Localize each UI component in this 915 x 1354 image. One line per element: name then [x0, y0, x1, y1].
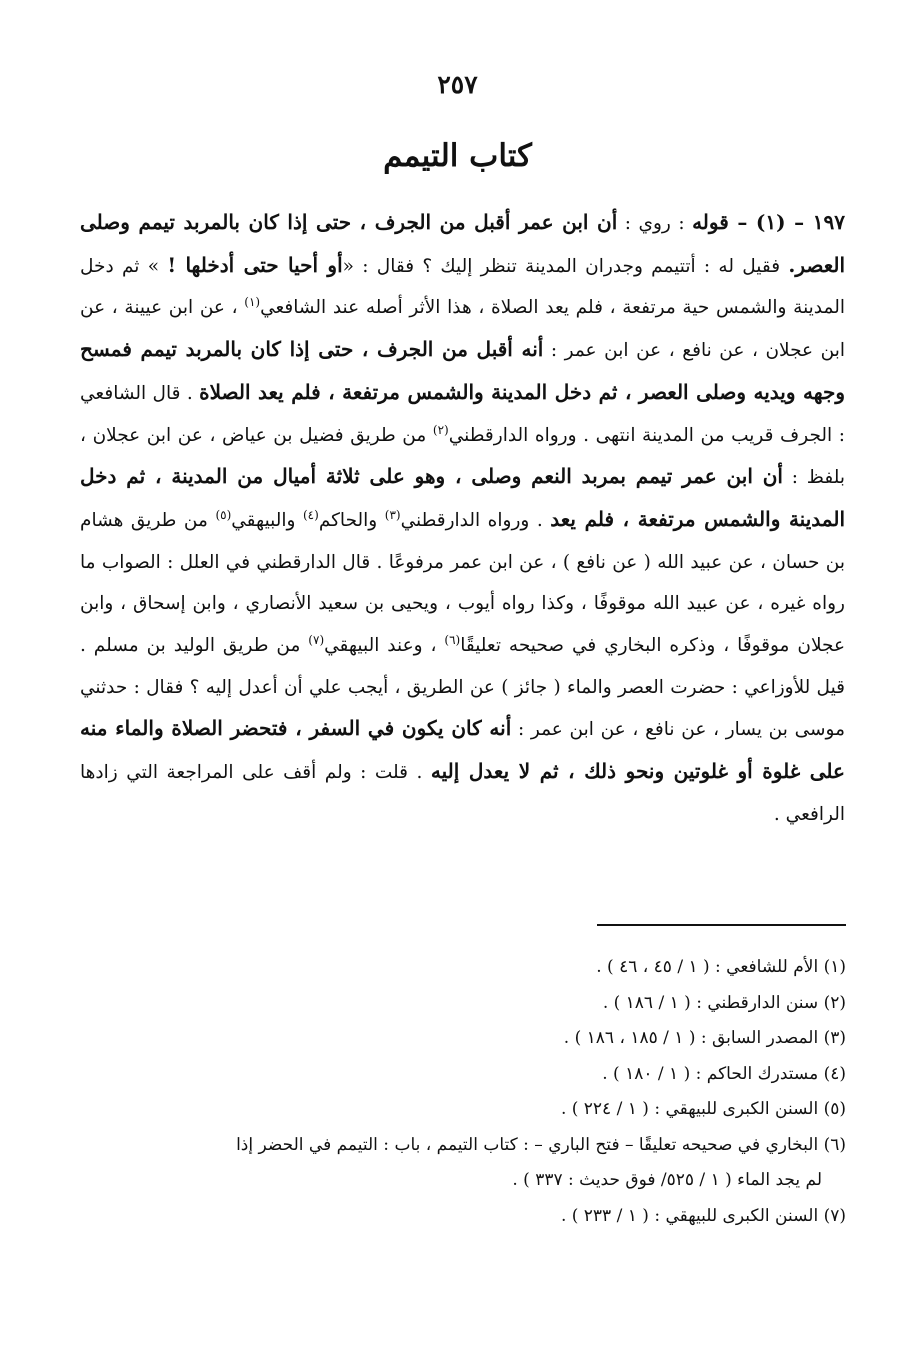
- bold-quote: أن ابن عمر أقبل من الجرف ، حتى إذا كان بالمربد تيمم وصلى العصر.: [80, 210, 845, 277]
- text-run: ، عن ابن عيينة ، عن ابن عجلان ، عن نافع ، عن ابن عمر :: [80, 297, 845, 362]
- bold-quote: ١٩٧ – (١) – قوله: [692, 210, 845, 234]
- bold-quote: أن ابن عمر تيمم بمربد النعم وصلى ، وهو على ثلاثة أميال من المدينة ، ثم دخل المدينة والشمس مرتفعة ، فلم يعد: [80, 464, 845, 531]
- footnote-3: (٣) المصدر السابق : ( ١ / ١٨٥ ، ١٨٦ ) .: [563, 1028, 846, 1048]
- bold-quote: أنه أقبل من الجرف ، حتى إذا كان بالمربد تيمم فمسح وجهه ويديه وصلى العصر ، ثم دخل المدينة والشمس مرتفعة ، فلم يعد الصلاة: [80, 337, 845, 404]
- footnote-ref[interactable]: (٦): [444, 632, 461, 647]
- text-run: : روي :: [617, 213, 693, 234]
- footnote-ref[interactable]: (١): [244, 295, 261, 310]
- text-run: والحاكم: [318, 509, 385, 531]
- text-run: » ثم دخل المدينة والشمس حية مرتفعة ، فلم يعد الصلاة ، هذا الأثر أصله عند الشافعي: [80, 255, 845, 319]
- bold-quote: أو أحيا حتى أدخلها !: [167, 252, 343, 277]
- text-run: من طريق الوليد بن مسلم . قيل للأوزاعي : حضرت العصر والماء ( جائز ) عن الطريق ، أيجب علي أن أعدل إليه ؟ فقال : حدثني موسى بن يسار ، عن نافع ، عن ابن عمر :: [80, 635, 845, 741]
- text-run: ، وعند البيهقي: [324, 635, 445, 657]
- footnote-4: (٤) مستدرك الحاكم : ( ١ / ١٨٠ ) .: [602, 1063, 846, 1084]
- footnote-7: (٧) السنن الكبرى للبيهقي : ( ١ / ٢٣٣ ) .: [560, 1205, 846, 1226]
- bold-quote: أنه كان يكون في السفر ، فتحضر الصلاة والماء منه على غلوة أو غلوتين ونحو ذلك ، ثم لا يعدل إليه: [80, 716, 845, 784]
- text-run: من طريق هشام بن حسان ، عن عبيد الله ( عن نافع ) ، عن ابن عمر مرفوعًا . قال الدارقطني في العلل : الصواب ما رواه غيره ، عن عبيد الله موقوفًا ، وكذا رواه أيوب ، ويحيى بن سعيد الأنصاري ، وابن إسحاق ، وابن عجلان موقوفًا ، وذكره البخاري في صحيحه تعليقًا: [80, 509, 845, 657]
- footnote-ref[interactable]: (٤): [302, 507, 319, 522]
- page-number: ٢٥٧: [437, 70, 478, 99]
- text-run: من طريق فضيل بن عياض ، عن ابن عجلان ، بلفظ :: [80, 424, 846, 489]
- footnote-ref[interactable]: (٧): [308, 632, 325, 647]
- footnotes: [80, 950, 846, 1234]
- footnote-ref[interactable]: (٥): [215, 507, 232, 522]
- footnote-6-continued: لم يجد الماء ( ١ / ٥٢٥/ فوق حديث : ٣٣٧ ) .: [512, 1170, 822, 1190]
- text-run: . قال الشافعي : الجرف قريب من المدينة انتهى . ورواه الدارقطني: [80, 382, 845, 446]
- text-run: . قلت : ولم أقف على المراجعة التي زادها الرافعي .: [80, 762, 845, 825]
- chapter-title: كتاب التيمم: [383, 138, 532, 174]
- text-run: . ورواه الدارقطني: [400, 509, 551, 531]
- footnote-1: (١) الأم للشافعي : ( ١ / ٤٥ ، ٤٦ ) .: [596, 957, 846, 977]
- main-paragraph: [80, 202, 845, 836]
- footnote-6: (٦) البخاري في صحيحه تعليقًا – فتح الباري – : كتاب التيمم ، باب : التيمم في الحضر إذا: [236, 1134, 846, 1155]
- footnote-ref[interactable]: (٢): [432, 422, 449, 437]
- text-run: فقيل له : أتتيمم وجدران المدينة تنظر إليك ؟ فقال : «: [342, 255, 789, 277]
- footnote-5: (٥) السنن الكبرى للبيهقي : ( ١ / ٢٢٤ ) .: [560, 1099, 846, 1119]
- footnote-divider: [597, 924, 846, 926]
- footnote-ref[interactable]: (٣): [384, 507, 401, 522]
- text-run: والبيهقي: [231, 509, 303, 531]
- footnote-2: (٢) سنن الدارقطني : ( ١ / ١٨٦ ) .: [602, 992, 846, 1013]
